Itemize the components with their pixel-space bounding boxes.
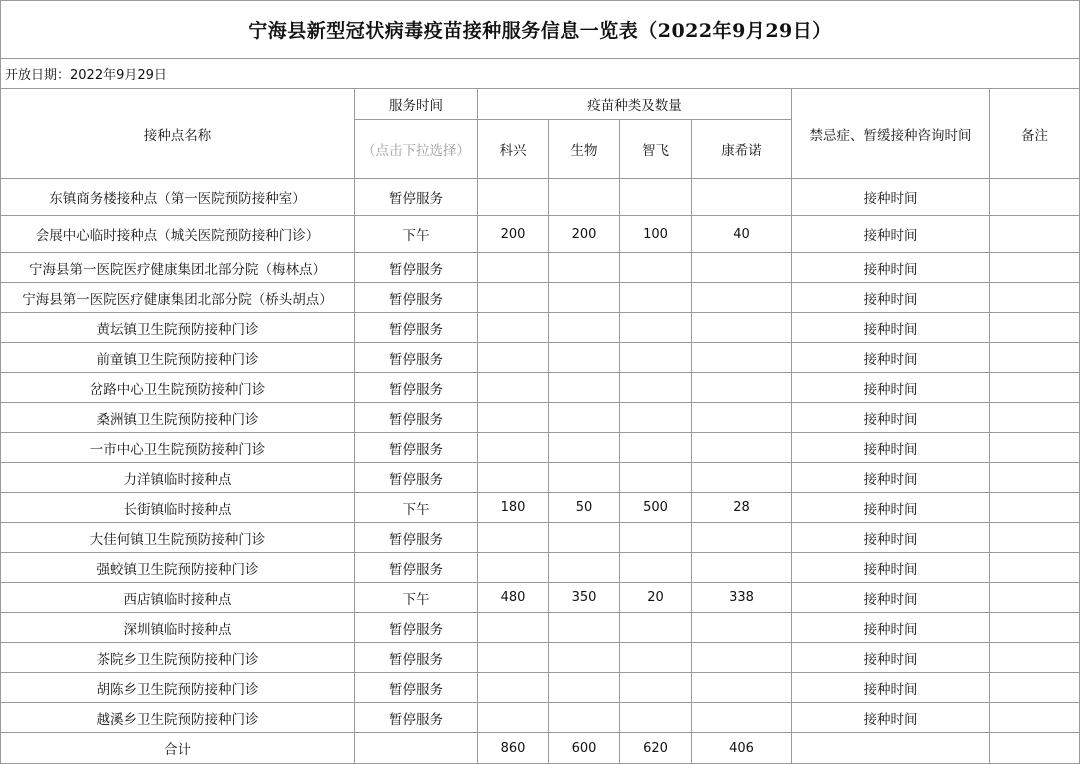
table-row [1,373,1080,403]
consult-time-cell[interactable]: 接种时间 [792,553,990,583]
table-row [1,673,1080,703]
zhifei-count-cell[interactable] [620,343,692,373]
kexing-count-cell[interactable] [478,179,549,216]
table-row [1,179,1080,216]
kangxinuo-count-cell[interactable] [692,523,792,553]
shengwu-count-cell[interactable] [549,373,620,403]
consult-time-cell[interactable]: 接种时间 [792,403,990,433]
service-time-cell[interactable]: 暂停服务 [355,343,478,373]
shengwu-count-cell[interactable] [549,673,620,703]
kangxinuo-count-cell[interactable] [692,313,792,343]
shengwu-count-cell[interactable] [549,179,620,216]
remark-cell[interactable] [990,583,1080,613]
kexing-count-cell[interactable]: 200 [478,216,549,253]
kangxinuo-count-cell[interactable] [692,613,792,643]
kexing-count-cell[interactable] [478,613,549,643]
kexing-count-cell[interactable] [478,433,549,463]
sheet-title: 宁海县新型冠状病毒疫苗接种服务信息一览表（2022年9月29日） [0,0,1080,58]
service-time-cell[interactable]: 暂停服务 [355,703,478,733]
remark-cell[interactable] [990,283,1080,313]
kangxinuo-count-cell[interactable]: 28 [692,493,792,523]
kangxinuo-count-cell[interactable]: 338 [692,583,792,613]
kangxinuo-count-cell[interactable] [692,673,792,703]
table-row [1,553,1080,583]
table-row [1,313,1080,343]
service-time-cell[interactable]: 暂停服务 [355,613,478,643]
site-name-cell: 大佳何镇卫生院预防接种门诊 [1,523,355,553]
consult-time-cell[interactable]: 接种时间 [792,613,990,643]
service-time-cell[interactable]: 暂停服务 [355,673,478,703]
table-row [1,283,1080,313]
kangxinuo-count-cell[interactable] [692,463,792,493]
table-row [1,583,1080,613]
total-label-cell: 合计 [1,733,355,764]
shengwu-count-cell[interactable] [549,613,620,643]
remark-cell[interactable] [990,179,1080,216]
consult-time-cell[interactable]: 接种时间 [792,283,990,313]
service-time-cell[interactable]: 下午 [355,583,478,613]
kexing-count-cell[interactable] [478,313,549,343]
service-dropdown-hint[interactable]: （点击下拉选择） [355,120,478,179]
service-time-cell[interactable]: 下午 [355,493,478,523]
header-kexing: 科兴 [478,120,549,179]
consult-time-cell[interactable]: 接种时间 [792,179,990,216]
shengwu-count-cell[interactable] [549,643,620,673]
shengwu-count-cell[interactable] [549,283,620,313]
kexing-count-cell[interactable] [478,673,549,703]
remark-cell[interactable] [990,373,1080,403]
consult-time-cell[interactable]: 接种时间 [792,253,990,283]
service-time-cell[interactable]: 暂停服务 [355,463,478,493]
consult-time-cell[interactable]: 接种时间 [792,673,990,703]
zhifei-count-cell[interactable] [620,179,692,216]
zhifei-count-cell[interactable] [620,523,692,553]
service-time-cell[interactable]: 暂停服务 [355,403,478,433]
kangxinuo-count-cell[interactable] [692,343,792,373]
kexing-count-cell[interactable] [478,283,549,313]
site-name-cell: 胡陈乡卫生院预防接种门诊 [1,673,355,703]
kangxinuo-count-cell[interactable] [692,253,792,283]
kexing-count-cell[interactable] [478,643,549,673]
total-consult-cell[interactable] [792,733,990,764]
shengwu-count-cell[interactable] [549,523,620,553]
header-shengwu: 生物 [549,120,620,179]
remark-cell[interactable] [990,493,1080,523]
consult-time-cell[interactable]: 接种时间 [792,463,990,493]
site-name-cell: 越溪乡卫生院预防接种门诊 [1,703,355,733]
site-name-cell: 东镇商务楼接种点（第一医院预防接种室） [1,179,355,216]
table-row [1,643,1080,673]
zhifei-count-cell[interactable]: 500 [620,493,692,523]
header-vaccine-group: 疫苗种类及数量 [478,89,792,120]
table-row [1,463,1080,493]
vaccine-table [0,88,1080,764]
remark-cell[interactable] [990,643,1080,673]
table-row [1,613,1080,643]
kexing-count-cell[interactable] [478,343,549,373]
kexing-count-cell[interactable] [478,523,549,553]
shengwu-count-cell[interactable] [549,313,620,343]
zhifei-count-cell[interactable] [620,283,692,313]
kexing-count-cell[interactable] [478,703,549,733]
service-time-cell[interactable]: 暂停服务 [355,179,478,216]
remark-cell[interactable] [990,216,1080,253]
kexing-count-cell[interactable] [478,373,549,403]
consult-time-cell[interactable]: 接种时间 [792,313,990,343]
kexing-count-cell[interactable] [478,253,549,283]
header-remark: 备注 [990,89,1080,179]
zhifei-count-cell[interactable] [620,433,692,463]
zhifei-count-cell[interactable] [620,703,692,733]
site-name-cell: 宁海县第一医院医疗健康集团北部分院（梅林点） [1,253,355,283]
zhifei-count-cell[interactable] [620,373,692,403]
remark-cell[interactable] [990,433,1080,463]
zhifei-count-cell[interactable] [620,553,692,583]
shengwu-count-cell[interactable] [549,463,620,493]
kangxinuo-count-cell[interactable] [692,433,792,463]
site-name-cell: 桑洲镇卫生院预防接种门诊 [1,403,355,433]
shengwu-count-cell[interactable] [549,343,620,373]
site-name-cell: 会展中心临时接种点（城关医院预防接种门诊） [1,216,355,253]
kexing-count-cell[interactable] [478,463,549,493]
shengwu-count-cell[interactable]: 200 [549,216,620,253]
header-service-time: 服务时间 [355,89,478,120]
kexing-count-cell[interactable] [478,403,549,433]
shengwu-count-cell[interactable] [549,553,620,583]
remark-cell[interactable] [990,553,1080,583]
zhifei-count-cell[interactable] [620,613,692,643]
consult-time-cell[interactable]: 接种时间 [792,583,990,613]
zhifei-count-cell[interactable]: 20 [620,583,692,613]
shengwu-count-cell[interactable] [549,703,620,733]
remark-cell[interactable] [990,343,1080,373]
table-row [1,523,1080,553]
zhifei-count-cell[interactable] [620,403,692,433]
service-time-cell[interactable]: 下午 [355,216,478,253]
kangxinuo-count-cell[interactable] [692,403,792,433]
site-name-cell: 长街镇临时接种点 [1,493,355,523]
shengwu-count-cell[interactable]: 350 [549,583,620,613]
consult-time-cell[interactable]: 接种时间 [792,216,990,253]
remark-cell[interactable] [990,673,1080,703]
site-name-cell: 茶院乡卫生院预防接种门诊 [1,643,355,673]
remark-cell[interactable] [990,523,1080,553]
consult-time-cell[interactable]: 接种时间 [792,523,990,553]
kangxinuo-count-cell[interactable] [692,553,792,583]
kexing-count-cell[interactable]: 180 [478,493,549,523]
service-time-cell[interactable]: 暂停服务 [355,283,478,313]
site-name-cell: 一市中心卫生院预防接种门诊 [1,433,355,463]
service-time-cell[interactable]: 暂停服务 [355,553,478,583]
zhifei-count-cell[interactable] [620,463,692,493]
consult-time-cell[interactable]: 接种时间 [792,343,990,373]
total-service-cell[interactable] [355,733,478,764]
remark-cell[interactable] [990,253,1080,283]
service-time-cell[interactable]: 暂停服务 [355,433,478,463]
zhifei-count-cell[interactable] [620,253,692,283]
site-name-cell: 深圳镇临时接种点 [1,613,355,643]
total-zhifei-cell[interactable]: 620 [620,733,692,764]
shengwu-count-cell[interactable] [549,433,620,463]
site-name-cell: 宁海县第一医院医疗健康集团北部分院（桥头胡点） [1,283,355,313]
table-row [1,703,1080,733]
site-name-cell: 力洋镇临时接种点 [1,463,355,493]
total-kexing-cell[interactable]: 860 [478,733,549,764]
kexing-count-cell[interactable]: 480 [478,583,549,613]
shengwu-count-cell[interactable] [549,253,620,283]
service-time-cell[interactable]: 暂停服务 [355,373,478,403]
remark-cell[interactable] [990,703,1080,733]
zhifei-count-cell[interactable] [620,643,692,673]
remark-cell[interactable] [990,463,1080,493]
header-site: 接种点名称 [1,89,355,179]
service-time-cell[interactable]: 暂停服务 [355,523,478,553]
site-name-cell: 强蛟镇卫生院预防接种门诊 [1,553,355,583]
remark-cell[interactable] [990,403,1080,433]
zhifei-count-cell[interactable] [620,673,692,703]
kangxinuo-count-cell[interactable] [692,703,792,733]
kangxinuo-count-cell[interactable] [692,283,792,313]
open-date: 开放日期：2022年9月29日 [0,58,1080,88]
consult-time-cell[interactable]: 接种时间 [792,373,990,403]
total-kangxinuo-cell[interactable]: 406 [692,733,792,764]
service-time-cell[interactable]: 暂停服务 [355,643,478,673]
total-remark-cell[interactable] [990,733,1080,764]
consult-time-cell[interactable]: 接种时间 [792,493,990,523]
zhifei-count-cell[interactable]: 100 [620,216,692,253]
consult-time-cell[interactable]: 接种时间 [792,433,990,463]
kangxinuo-count-cell[interactable] [692,179,792,216]
table-row [1,493,1080,523]
site-name-cell: 西店镇临时接种点 [1,583,355,613]
site-name-cell: 前童镇卫生院预防接种门诊 [1,343,355,373]
remark-cell[interactable] [990,313,1080,343]
total-row [1,733,1080,764]
table-row [1,433,1080,463]
shengwu-count-cell[interactable] [549,403,620,433]
zhifei-count-cell[interactable] [620,313,692,343]
table-row [1,216,1080,253]
consult-time-cell[interactable]: 接种时间 [792,643,990,673]
kangxinuo-count-cell[interactable] [692,643,792,673]
kexing-count-cell[interactable] [478,553,549,583]
service-time-cell[interactable]: 暂停服务 [355,313,478,343]
table-row [1,343,1080,373]
total-shengwu-cell[interactable]: 600 [549,733,620,764]
site-name-cell: 岔路中心卫生院预防接种门诊 [1,373,355,403]
header-consult: 禁忌症、暂缓接种咨询时间 [792,89,990,179]
table-row [1,253,1080,283]
kangxinuo-count-cell[interactable] [692,373,792,403]
service-time-cell[interactable]: 暂停服务 [355,253,478,283]
consult-time-cell[interactable]: 接种时间 [792,703,990,733]
kangxinuo-count-cell[interactable]: 40 [692,216,792,253]
remark-cell[interactable] [990,613,1080,643]
header-kangxinuo: 康希诺 [692,120,792,179]
header-zhifei: 智飞 [620,120,692,179]
site-name-cell: 黄坛镇卫生院预防接种门诊 [1,313,355,343]
table-row [1,403,1080,433]
shengwu-count-cell[interactable]: 50 [549,493,620,523]
